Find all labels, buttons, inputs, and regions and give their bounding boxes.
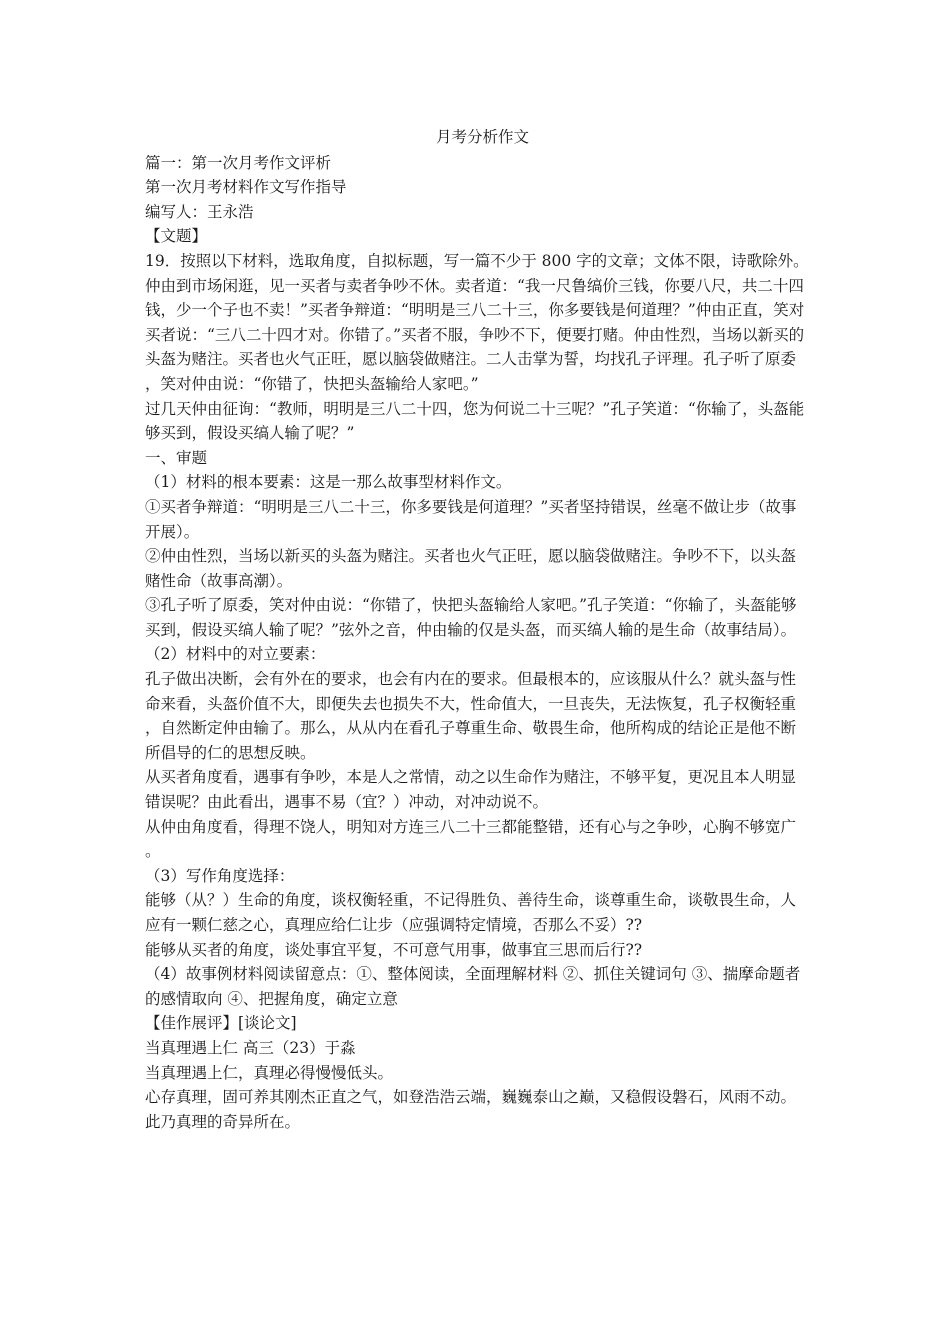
document-body	[145, 125, 810, 1134]
point-item-2: ②仲由性烈，当场以新买的头盔为赌注。买者也火气正旺，愿以脑袋做赌注。争吵不下，以头盔赌性命（故事高潮）。	[145, 547, 797, 590]
analysis-confucius: 孔子做出决断，会有外在的要求，也会有内在的要求。但最根本的，应该服从什么？就头盔与性命来看，头盔价值不大，即便失去也损失不大，性命值大，一旦丧失，无法恢复，孔子权衡轻重，自然断定仲由输了。那么，从从内在看孔子尊重生命、敬畏生命，他所构成的结论正是他不断所倡导的仁的思想反映。	[145, 670, 797, 762]
point-writing-angle: （3）写作角度选择：	[145, 866, 295, 885]
point-item-3: ③孔子听了原委，笑对仲由说：“你错了，快把头盔输给人家吧。”孔子笑道：“你输了，头盔能够买到，假设买缟人输了呢？”弦外之音，仲由输的仅是头盔，而买缟人输的是生命（故事结局）。	[145, 596, 797, 639]
section-heading-review: 一、审题	[145, 448, 208, 467]
material-followup: 过几天仲由征询：“教师，明明是三八二十四，您为何说二十三呢？”孔子笑道：“你输了，头盔能够买到，假设买缟人输了呢？”	[145, 399, 805, 443]
point-item-1: ①买者争辩道：“明明是三八二十三，你多要钱是何道理？”买者坚持错误，丝毫不做让步（故事开展）。	[145, 497, 797, 541]
question-prompt: 19．按照以下材料，选取角度，自拟标题，写一篇不少于 800 字的文章；文体不限，诗歌除外。	[145, 251, 809, 270]
subtitle-part-one: 篇一：第一次月考作文评析	[145, 153, 332, 172]
essay-paragraph-2: 心存真理，固可养其刚杰正直之气，如登浩浩云端，巍巍泰山之巅，又稳假设磐石，风雨不动。此乃真理的奇异所在。	[145, 1088, 797, 1131]
angle-buyer: 能够从买者的角度，谈处事宜平复，不可意气用事，做事宜三思而后行??	[145, 940, 643, 959]
section-heading-essay: 【佳作展评】[谈论文]	[145, 1014, 297, 1033]
document-title: 月考分析作文	[435, 128, 529, 146]
point-reading-tips: （4）故事例材料阅读留意点：①、整体阅读，全面理解材料 ②、抓住关键词句 ③、揣摩命题者的感情取向 ④、把握角度，确定立意	[145, 965, 801, 1008]
point-basic-elements: （1）材料的根本要素：这是一那么故事型材料作文。	[145, 473, 512, 492]
essay-title-line: 当真理遇上仁 高三（23）于淼	[145, 1038, 356, 1057]
subtitle-guide: 第一次月考材料作文写作指导	[145, 178, 347, 197]
point-opposing-elements: （2）材料中的对立要素：	[145, 645, 326, 664]
essay-paragraph-1: 当真理遇上仁，真理必得慢慢低头。	[145, 1063, 394, 1082]
analysis-zhongyou: 从仲由角度看，得理不饶人，明知对方连三八二十三都能整错，还有心与之争吵，心胸不够宽广。	[145, 817, 797, 861]
author-line: 编写人：王永浩	[145, 202, 254, 221]
angle-life: 能够（从？）生命的角度，谈权衡轻重，不记得胜负、善待生命，谈尊重生命，谈敬畏生命，人应有一颗仁慈之心，真理应给仁让步（应强调特定情境，否那么不妥）??	[145, 891, 797, 934]
analysis-buyer: 从买者角度看，遇事有争吵，本是人之常情，动之以生命作为赌注，不够平复，更况且本人明显错误呢？由此看出，遇事不易（宜？）冲动，对冲动说不。	[145, 768, 797, 812]
section-heading-topic: 【文题】	[145, 227, 208, 246]
material-story: 仲由到市场闲逛，见一买者与卖者争吵不休。卖者道：“我一尺鲁缟价三钱，你要八尺，共二十四钱，少一个子也不卖！”买者争辩道：“明明是三八二十三，你多要钱是何道理？”仲由正直，笑对买者说：“三八二十四才对。你错了。”买者不服，争吵不下，便要打赌。仲由性烈，当场以新买的头盔为赌注。买者也火气正旺，愿以脑袋做赌注。二人击掌为誓，均找孔子评理。孔子听了原委，笑对仲由说：“你错了，快把头盔输给人家吧。”	[145, 276, 805, 393]
